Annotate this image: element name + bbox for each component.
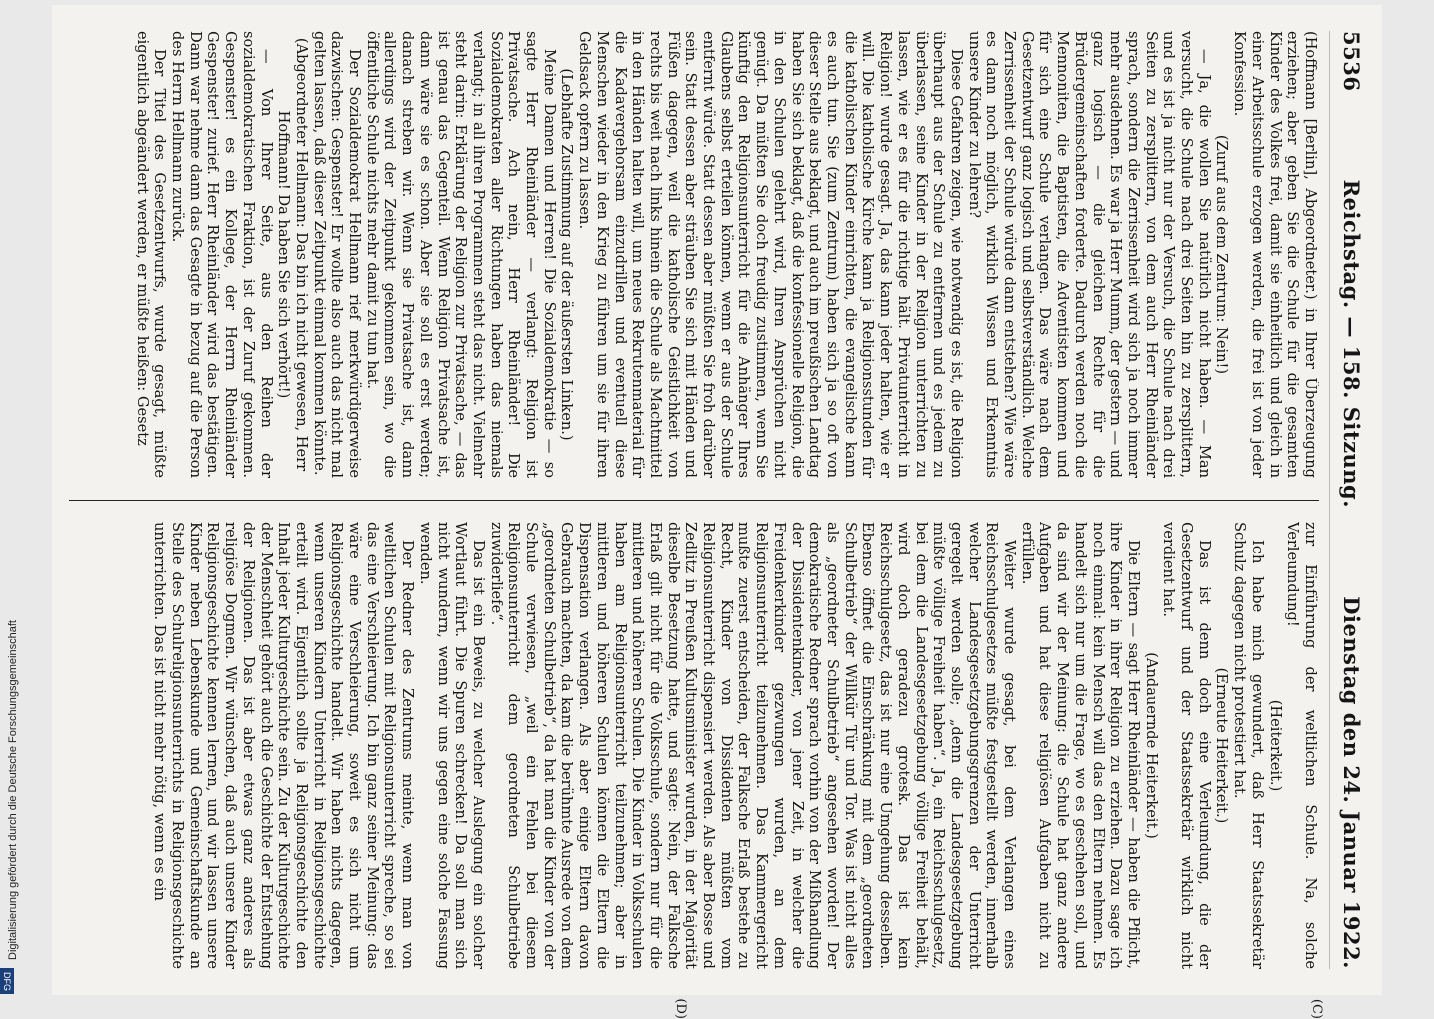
marker-b <box>673 0 688 1</box>
paragraph: (Andauernde Heiterkeit.) <box>1142 652 1160 839</box>
paragraph: Diese Gefahren zeigen, wie notwendig es ist, die Religion überhaupt aus der Schule zu entfernen und es jedem zu überlassen, seine Kinder in der Religion unterrichten zu lassen, wie er es für die richtige hält. Privatunterricht in Religion! wurde gesagt. Ja, das kann jeder halten, wie er will. Die katholische Kirche kann ja Religionsstunden für die katholischen Kinder einrichten, die evangelische kann es auch tun. Sie (zum Zentrum) haben sich ja so oft von dieser Stelle aus beklagt, und auch im preußischen Landtag haben Sie sich beklagt, daß die konfessionelle Religion, die in den Schulen gelehrt wird, Ihren Ansprüchen nicht genügt. Da müßten Sie doch freudig zustimmen, wenn Sie künftig den Religionsunterricht für die Anhänger Ihres Glaubens selbst erteilen können, wenn er aus der Schule entfernt würde. Statt dessen aber müßten Sie froh darüber sein. Statt dessen aber sträuben Sie sich mit Händen und Füßen dagegen, weil die katholische Geistlichkeit von rechts bis weit nach links hinein die Schule als Machtmittel in den Händen halten will, um neues Rekrutenmaterial für die Kadavergehorsam einzudrillen und eventuell diese Menschen wieder in den Krieg zu führen um sie für ihren Geldsack opfern zu lassen. <box>576 31 965 478</box>
page-header <box>1329 31 1364 969</box>
marker-a <box>1309 0 1324 1</box>
paragraph: — Ja, die wollen Sie natürlich nicht haben. — Man versucht, die Schule nach drei Seiten hin zu zersplittern, und es ist ja nicht nur der Versuch, die Schule nach drei Seiten zu zersplittern, von dem auch Herr Rheinländer sprach, sondern die Zerrissenheit wird sich ja noch immer mehr ausdehnen. Es war ja Herr Mumm, der gestern — und ganz logisch — die gleichen Rechte für die Brüdergemeinschaften forderte. Dadurch werden noch die Mennoniten, die Baptisten, die Adventisten kommen und für sich eine Schule verlangen. Das wäre nach dem Gesetzentwurf ganz logisch und selbstverständlich. Welche Zerrissenheit der Schule würde dann entstehen? Wie wäre es dann noch möglich, wirklich Wissen und Erkenntnis unsere Kinder zu lehren? <box>965 31 1213 478</box>
paragraph: — Von Ihrer Seite, aus den Reihen der sozialdemokratischen Fraktion, ist der Zuruf gekommen. Gespenster! es ein Kollege, der Herrn Rheinländer Gespenster! zurief. Herr Rheinländer wird das bestätigen. Dann war nehme dann das Gesagte in bezug auf die Person des Herrn Hellmann zurück. <box>169 31 275 478</box>
header-date: Dienstag den 24. Januar 1922. <box>1339 596 1364 969</box>
right-column <box>69 522 1319 969</box>
paragraph: Das ist denn doch eine Verleumdung, die der Gesetzentwurf und der Staatssekretär wirklich nicht verdient hat. <box>1160 522 1213 969</box>
paragraph: Die Eltern — sagt Herr Rheinländer — haben die Pflicht, ihre Kinder in ihrer Religion zu erziehen. Dazu sage ich noch einmal: kein Mensch will das den Eltern nehmen. Es handelt sich nur um die Frage, wo es geschehen soll, und da sind wir der Meinung: die Schule hat ganz andere Aufgaben und hat diese religiösen Aufgaben nicht zu erfüllen. <box>1018 522 1142 969</box>
paragraph: Der Redner des Zentrums meinte, wenn man von weltlichen Schulen mit Religionsunterricht spreche, so sei das eine Verschleierung. Ich bin ganz seiner Meinung: das wäre eine Verschleierung, soweit es sich nicht um Religionsgeschichte handelt. Wir haben nichts dagegen, wenn unseren Kindern Unterricht in Religionsgeschichte erteilt wird. Eigentlich sollte ja Religionsgeschichte den Inhalt jeder Kulturgeschichte sein. Zu der Kulturgeschichte der Menschheit gehört auch die Geschichte der Entstehung der Religionen. Das ist aber etwas ganz anderes als religiöse Dogmen. Wir wünschen, daß auch unsere Kinder Religionsgeschichte kennen lernen, und wir lassen unsere Kinder neben Lebenskunde und Gemeinschaftskunde an Stelle des Schulreligionsunterrichts in Religionsgeschichte unterrichten. Das ist nicht mehr nötig, wenn es ein <box>151 522 417 969</box>
funding-note: Digitalisierung gefördert durch die Deutsche Forschungsgemeinschaft <box>7 620 19 960</box>
document-page <box>52 5 1382 1019</box>
paragraph: Das ist ein Beweis, zu welcher Auslegung ein solcher Wortlaut führt. Die Spuren schrecken! Da soll man sich nicht wundern, wenn wir uns gegen eine solche Fassung wenden. <box>416 522 487 969</box>
paragraph: (Hoffmann [Berlin], Abgeordneter.) in Ihrer Überzeugung erziehen; aber geben Sie die Schule für die gesamten Kinder des Volkes frei, damit sie einheitlich und gleich in einer Arbeitsschule erzogen werden, die frei ist von jeder Konfession. <box>1231 31 1319 478</box>
paragraph: (Heiterkeit.) <box>1266 699 1284 792</box>
marker-c: (C) <box>1309 998 1324 1019</box>
column-rule <box>69 500 1319 501</box>
scan-footer <box>0 0 19 1000</box>
left-column <box>69 31 1319 478</box>
paragraph: Der Titel des Gesetzentwurfs, wurde gesagt, müßte eigentlich abgeändert werden, er müßte heißen: Gesetz <box>133 31 169 478</box>
page-number: 5536 <box>1339 31 1364 92</box>
paragraph: (Lebhafte Zustimmung auf der äußersten Linken.) <box>558 68 576 441</box>
paragraph: zur Einführung der weltlichen Schule. Na, solche Verleumdung! <box>1284 522 1319 969</box>
paragraph: Meine Damen und Herren! Die Sozialdemokratie — so sagte Herr Rheinländer — verlangt: Religion ist Privatsache. Ach nein, Herr Rheinländer! Die Sozialdemokraten aller Richtungen haben das niemals verlangt; in all ihren Programmen steht das nicht. Vielmehr steht darin: Erklärung der Religion zur Privatsache, — das ist genau das Gegenteil. Wenn Religion Privatsache ist, dann wäre sie es schon. Aber sie soll es erst werden; danach streben wir. Wenn sie Privatsache ist, dann allerdings wird der Zeitpunkt gekommen sein, wo die öffentliche Schule nichts mehr damit zu tun hat. <box>363 31 558 478</box>
paragraph: Weiter wurde gesagt, bei dem Verlangen eines Reichsschulgesetzes müßte festgestellt werden, innerhalb welcher Landesgesetzgebungsgrenzen der Unterricht geregelt werden solle; „denn die Landesgesetzgebung müßte völlige Freiheit haben“. Ja, ein Reichsschulgesetz, bei dem die Landesgesetzgebung völlige Freiheit behält, wird doch geradezu grotesk. Das ist kein Reichsschulgesetz, das ist nur eine Umgehung desselben. Ebenso öffnet die Einschränkung mit dem „geordneten Schulbetrieb“ der Willkür Tür und Tor. Was ist nicht alles als „geordneter Schulbetrieb“ angesehen worden! Der demokratische Redner sprach vorhin von der Mißhandlung der Dissidentenkinder, von jener Zeit, in welcher die Freidenkerkinder gezwungen wurden, an dem Religionsunterricht teilzunehmen. Das Kammergericht mußte zuerst entscheiden, der Falksche Erlaß bestehe zu Recht, Kinder von Dissidenten müßten vom Religionsunterricht dispensiert werden. Als aber Bosse und Zedlitz in Preußen Kultusminister wurden, in der Majorität dieselbe Besetzung hatte, und sagte: Nein, der Falksche Erlaß gilt nicht für die Volksschule, sondern nur für die mittleren und höheren Schulen. Die Kinder in Volksschulen haben am Religionsunterricht teilzunehmen; aber in mittleren und höheren Schulen können die Eltern die Dispensation verlangen. Als aber einige Eltern davon Gebrauch machten, da kam die berühmte Ausrede von dem „geordneten Schulbetrieb“, da hat man die Kinder von der Schule verwiesen, „weil ein Fehlen bei diesem Religionsunterricht dem geordneten Schulbetriebe zuwiderliefe“. <box>487 522 1019 969</box>
paragraph: Der Sozialdemokrat Hellmann rief merkwürdigerweise dazwischen: Gespenster! Er wollte also auch das nicht mal gelten lassen, daß dieser Zeitpunkt einmal kommen könnte. <box>310 31 364 478</box>
column-gutter <box>69 478 1319 522</box>
header-title: Reichstag. — 158. Sitzung. <box>1339 179 1364 509</box>
paragraph: (Zuruf aus dem Zentrum: Nein!) <box>1213 134 1231 375</box>
paragraph: (Abgeordneter Hellmann: Das bin ich nicht gewesen, Herr Hoffmann! Da haben Sie sich verhört!) <box>275 37 310 472</box>
paragraph: Ich habe mich gewundert, daß Herr Staatssekretär Schulz dagegen nicht protestiert hat. <box>1231 522 1266 969</box>
text-columns <box>69 31 1319 969</box>
paragraph: (Erneute Heiterkeit.) <box>1213 667 1231 824</box>
dfg-logo: DFG <box>0 968 14 994</box>
marker-d: (D) <box>673 998 688 1019</box>
